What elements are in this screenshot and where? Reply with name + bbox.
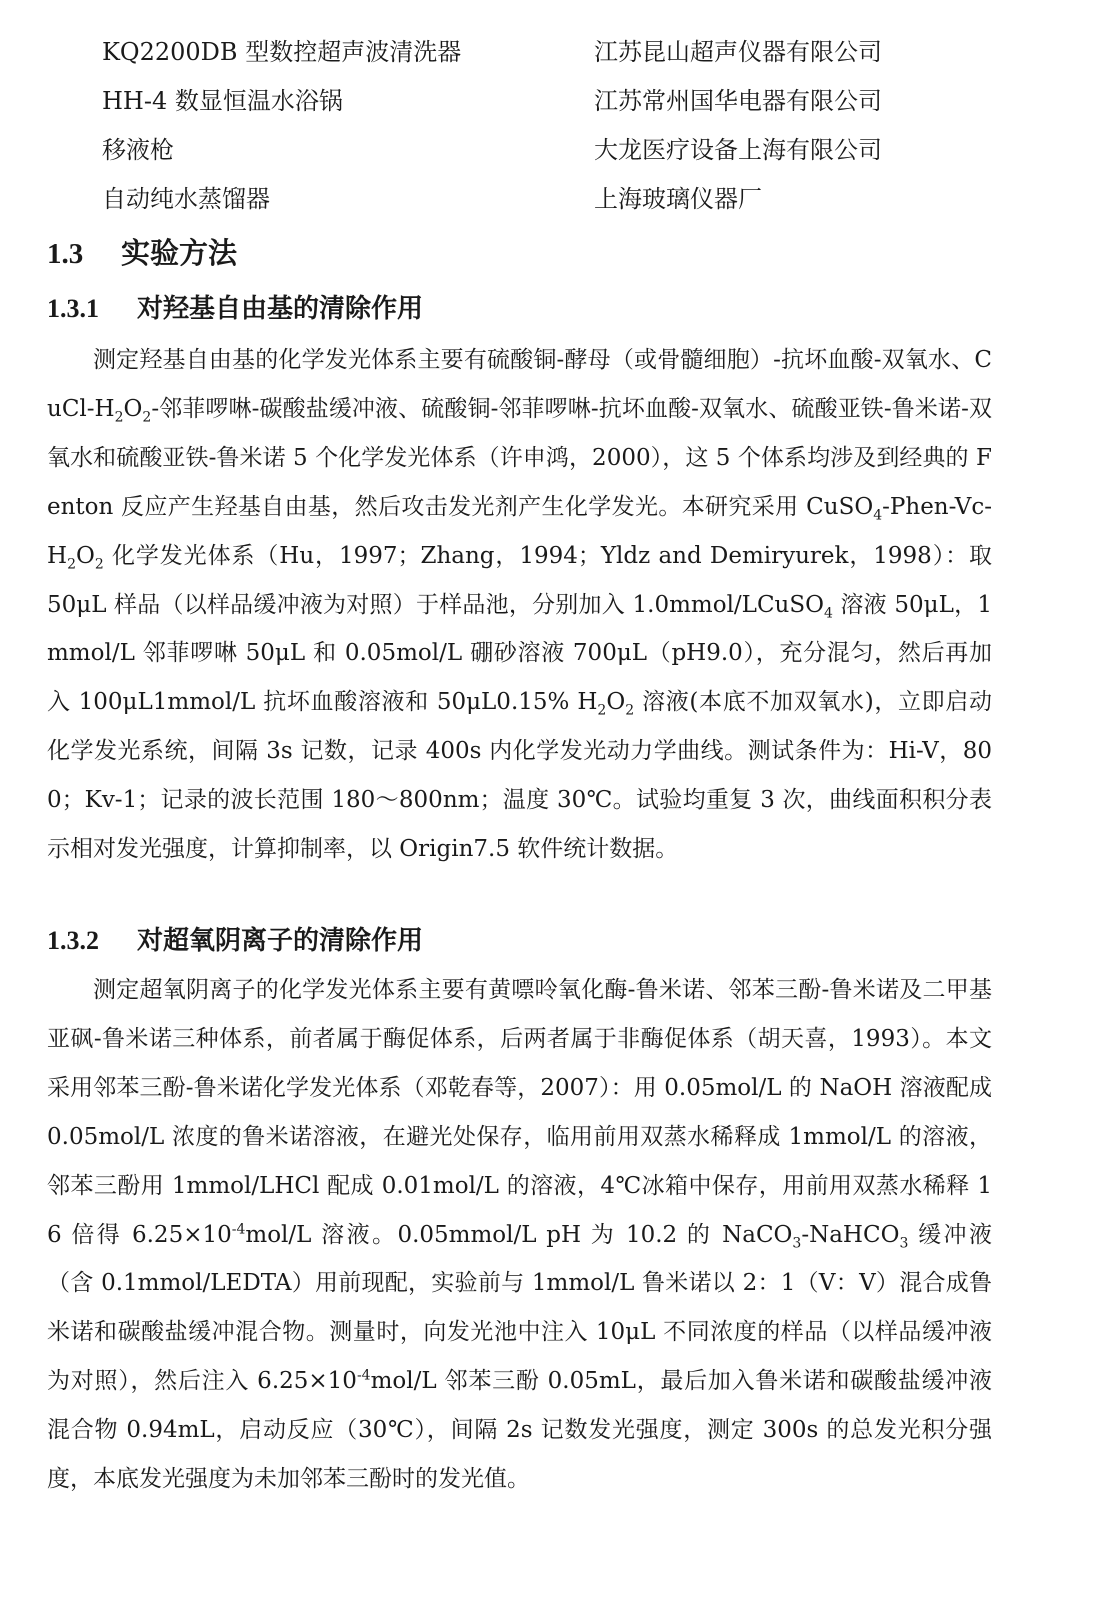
section-number: 1.3.1 bbox=[47, 294, 99, 323]
text-run: 溶液 50μL，1mmol/L 邻菲啰啉 50μL 和 0.05mol/L 硼砂溶液 700μL（pH9.0），充分混匀，然后再加入 100μL1mmol/L 抗坏血酸溶液和 50μL0.15% H bbox=[47, 591, 992, 716]
paragraph-superoxide-anion bbox=[47, 966, 992, 1504]
subscript: 2 bbox=[67, 556, 76, 573]
text-run: -邻菲啰啉-碳酸盐缓冲液、硫酸铜-邻菲啰啉-抗坏血酸-双氧水、硫酸亚铁-鲁米诺-双氧水和硫酸亚铁-鲁米诺 5 个化学发光体系（许申鸿，2000），这 5 个体系均涉及到经典的 Fenton 反应产生羟基自由基，然后攻击发光剂产生化学发光。本研究采用 CuSO bbox=[47, 395, 992, 520]
text-run: O bbox=[123, 395, 143, 422]
superscript: -4 bbox=[356, 1367, 371, 1384]
text-run: 测定超氧阴离子的化学发光体系主要有黄嘌呤氧化酶-鲁米诺、邻苯三酚-鲁米诺及二甲基亚砜-鲁米诺三种体系，前者属于酶促体系，后两者属于非酶促体系（胡天喜，1993）。本文采用邻苯三酚-鲁米诺化学发光体系（邓乾春等，2007）：用 0.05mol/L 的 NaOH 溶液配成 0.05mol/L 浓度的鲁米诺溶液，在避光处保存，临用前用双蒸水稀释成 1mmol/L 的溶液，邻苯三酚用 1mmol/LHCl 配成 0.01mol/L 的溶液，4℃冰箱中保存，用前用双蒸水稀释 16 倍得 6.25×10 bbox=[47, 977, 992, 1248]
text-run: 测定羟基自由基的化学发光体系主要有硫酸铜-酵母（或骨髓细胞）-抗坏血酸-双氧水、CuCl-H bbox=[47, 347, 992, 422]
section-number: 1.3 bbox=[47, 238, 84, 270]
section-title: 对超氧阴离子的清除作用 bbox=[137, 926, 424, 956]
equipment-maker: 江苏常州国华电器有限公司 bbox=[594, 87, 882, 115]
equipment-row bbox=[102, 179, 1002, 219]
text-run: -Phen-Vc-H bbox=[47, 493, 992, 569]
section-heading-1-3-2 bbox=[47, 921, 423, 961]
equipment-name: KQ2200DB 型数控超声波清洗器 bbox=[102, 38, 462, 66]
text-run: mol/L 邻苯三酚 0.05mL，最后加入鲁米诺和碳酸盐缓冲液混合物 0.94mL，启动反应（30℃），间隔 2s 记数发光强度，测定 300s 的总发光积分强度，本底发光强度为未加邻苯三酚时的发光值。 bbox=[47, 1368, 993, 1493]
subscript: 2 bbox=[114, 409, 124, 426]
equipment-row bbox=[102, 32, 1002, 72]
subscript: 2 bbox=[142, 409, 152, 426]
section-heading-1-3 bbox=[47, 233, 237, 274]
equipment-row bbox=[102, 81, 1002, 121]
text-run: 化学发光体系（Hu，1997；Zhang，1994；Yldz and Demiryurek，1998）：取 50μL 样品（以样品缓冲液为对照）于样品池，分别加入 1.0mmol/LCuSO bbox=[47, 542, 992, 618]
subscript: 2 bbox=[597, 702, 607, 719]
section-title: 实验方法 bbox=[121, 236, 238, 270]
paragraph-hydroxyl-radical bbox=[47, 336, 992, 874]
equipment-name: HH-4 数显恒温水浴锅 bbox=[102, 87, 343, 115]
text-run: 溶液(本底不加双氧水)，立即启动化学发光系统，间隔 3s 记数，记录 400s 内化学发光动力学曲线。测试条件为：Hi-V，800；Kv-1；记录的波长范围 180～800nm；温度 30℃。试验均重复 3 次，曲线面积积分表示相对发光强度，计算抑制率，以 Origin7.5 软件统计数据。 bbox=[47, 689, 992, 863]
text-run: O bbox=[75, 542, 95, 569]
section-number: 1.3.2 bbox=[47, 926, 99, 955]
equipment-name: 移液枪 bbox=[102, 136, 174, 164]
subscript: 3 bbox=[792, 1235, 802, 1252]
subscript: 3 bbox=[899, 1235, 909, 1252]
text-run: mol/L 溶液。0.05mmol/L pH 为 10.2 的 NaCO bbox=[245, 1221, 793, 1248]
equipment-maker: 上海玻璃仪器厂 bbox=[594, 185, 762, 213]
equipment-name: 自动纯水蒸馏器 bbox=[102, 185, 270, 213]
section-heading-1-3-1 bbox=[47, 289, 423, 329]
section-title: 对羟基自由基的清除作用 bbox=[137, 294, 424, 324]
superscript: -4 bbox=[231, 1220, 246, 1237]
subscript: 2 bbox=[94, 556, 104, 573]
equipment-row bbox=[102, 130, 1002, 170]
equipment-maker: 江苏昆山超声仪器有限公司 bbox=[594, 38, 882, 66]
subscript: 4 bbox=[873, 507, 883, 524]
text-run: 缓冲液（含 0.1mmol/LEDTA）用前现配，实验前与 1mmol/L 鲁米诺以 2：1（V：V）混合成鲁米诺和碳酸盐缓冲混合物。测量时，向发光池中注入 10μL 不同浓度的样品（以样品缓冲液为对照），然后注入 6.25×10 bbox=[47, 1221, 992, 1395]
subscript: 4 bbox=[823, 605, 833, 622]
text-run: O bbox=[606, 689, 626, 716]
text-run: -NaHCO bbox=[801, 1221, 900, 1248]
equipment-maker: 大龙医疗设备上海有限公司 bbox=[594, 136, 882, 164]
subscript: 2 bbox=[625, 702, 635, 719]
